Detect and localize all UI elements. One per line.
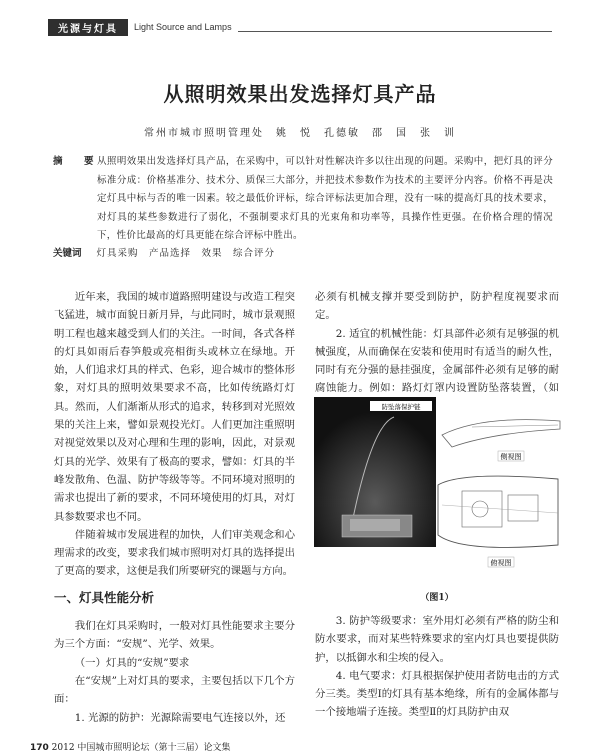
side-view-drawing xyxy=(442,420,560,461)
section-en: Light Source and Lamps xyxy=(134,22,232,32)
left-column xyxy=(54,288,295,727)
journal-name: 2012 中国城市照明论坛（第十三届）论文集 xyxy=(51,743,231,753)
subsection-heading: （一）灯具的“安规”要求 xyxy=(74,656,190,669)
photo-panel xyxy=(314,397,436,547)
paragraph: 伴随着城市发展进程的加快，人们审美观念和心理需求的改变，要求我们城市照明对灯具的选择提出了更高的要求，这便是我们所要研究的课题与方向。 xyxy=(54,528,295,578)
top-view-label: 俯视图 xyxy=(490,559,512,567)
keywords-label: 关键词 xyxy=(53,248,82,259)
paragraph: 必须有机械支撑并要受到防护，防护程度视要求而定。 xyxy=(315,291,559,322)
paragraph: 3. 防护等级要求：室外用灯必须有严格的防尘和防水要求，而对某些特殊要求的室内灯具也要提供防护，以抵御水和尘埃的侵入。 xyxy=(315,615,559,664)
section-heading: 一、灯具性能分析 xyxy=(54,589,155,605)
abstract-label: 摘 要 xyxy=(53,156,100,167)
paragraph: 我们在灯具采购时，一般对灯具性能要求主要分为三个方面：“安规”、光学、效果。 xyxy=(54,620,295,651)
paragraph: 在“安规”上对灯具的要求，主要包括以下几个方面： xyxy=(54,674,295,706)
section-tag: 光源与灯具 xyxy=(48,19,128,36)
paragraph: 近年来，我国的城市道路照明建设与改造工程突飞猛进，城市面貌日新月异，与此同时，城市景观照明工程也越来越受到人们的关注。一时间，各式各样的灯具如雨后春笋般或亮相街头或林立在绿地。开始，人们追求灯具的样式、色彩，迎合城市的整体形象，对灯具的照明效果要求不高，比如传统路灯灯具。然而，人们渐渐从形式的追求，转移到对光照效果的关注上来，譬如景观投光灯。人们更加注重照明对视觉效果以及对心理和生理的影响，因此，对景观灯具的光学、效果有了极高的要求，譬如：灯具的半峰发散角、色温、防护等级等等。不同环境对照明的需求也提出了新的要求，不同环境使用的灯具，对灯具参数要求也不同。 xyxy=(54,291,295,523)
figure-1 xyxy=(312,395,562,581)
paragraph: 1. 光源的防护：光源除需要电气连接以外，还 xyxy=(74,711,286,724)
abstract-text: 从照明效果出发选择灯具产品，在采购中，可以针对性解决许多以往出现的问题。采购中，把灯具的评分标准分成：价格基准分、技术分、质保三大部分，并把技术参数作为技术的主要评分内容。价格不再是决定灯具中标与否的唯一因素。较之最低价评标，综合评标法更加合理，没有一味的提高灯具的技术要求，对灯具的某些参数进行了弱化，不强制要求灯具的光束角和功率等，具操作性更强。在价格合理的情况下，性价比最高的灯具更能在综合评标中胜出。 xyxy=(97,156,553,241)
keywords xyxy=(53,245,275,259)
figure-caption: （图1） xyxy=(420,593,454,603)
page-footer xyxy=(30,740,230,753)
authors: 常州市城市照明管理处 姚 悦 孔德敏 邵 国 张 训 xyxy=(144,128,456,139)
top-view-drawing xyxy=(438,476,558,567)
header-rule xyxy=(238,23,552,32)
page-number: 170 xyxy=(30,743,49,753)
paragraph: 4. 电气要求：灯具根据保护使用者防电击的方式分三类。类型Ⅰ的灯具有基本绝缘，所有的金属体都与一个接地端子连接。类型Ⅱ的灯具防护由双 xyxy=(315,669,559,719)
right-column-bottom xyxy=(315,612,559,722)
photo-label: 防坠落保护链 xyxy=(381,403,421,411)
paper-title: 从照明效果出发选择灯具产品 xyxy=(163,82,437,106)
keywords-text: 灯具采购 产品选择 效果 综合评分 xyxy=(96,248,276,259)
side-view-label: 侧视图 xyxy=(500,453,522,461)
section-header xyxy=(48,20,552,34)
paragraph: 2. 适宜的机械性能：灯具部件必须有足够强的机械强度，从而确保在安装和使用时有适当的耐久性，同时有充分强的悬挂强度，金属部件必须有足够的耐腐蚀能力。例如：路灯灯罩内设置防坠落装置，（如 xyxy=(315,327,559,395)
abstract xyxy=(53,153,553,246)
